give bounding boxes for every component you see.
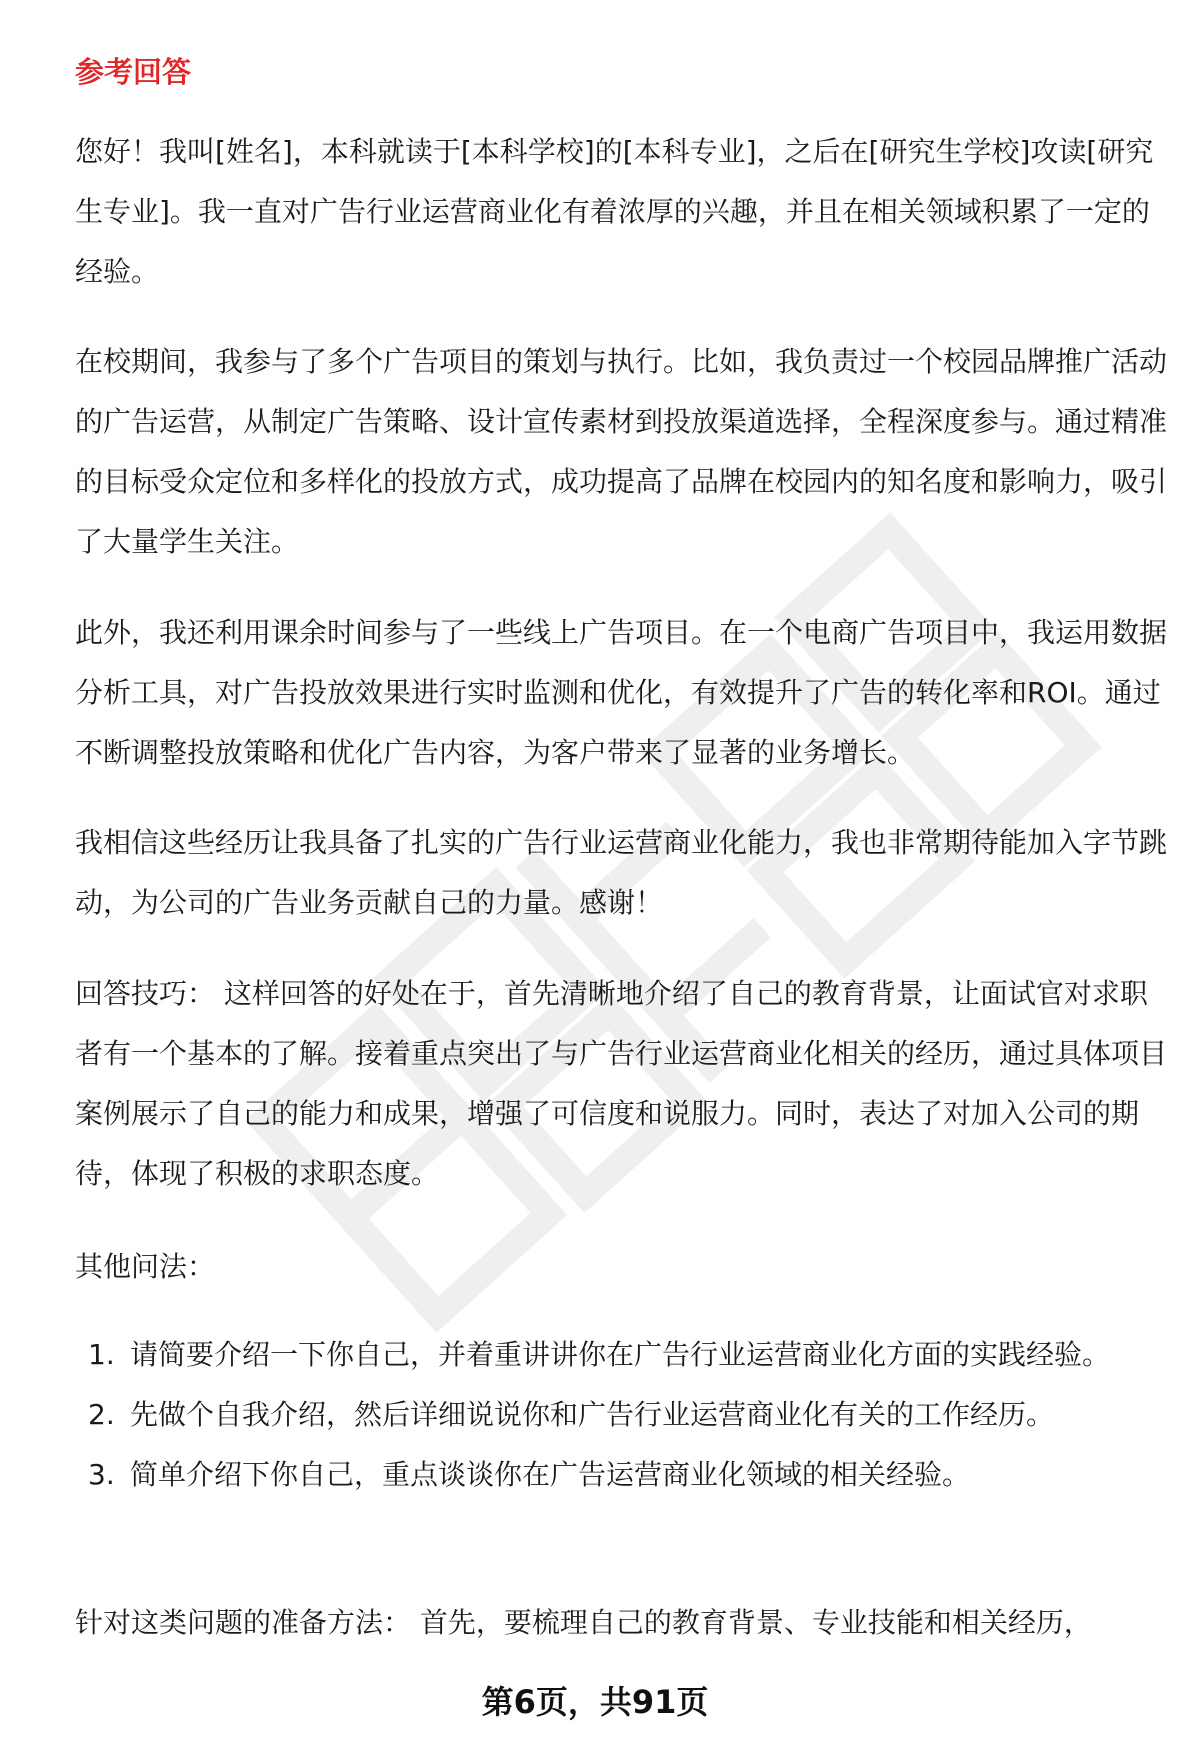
- list-item-text: 请简要介绍一下你自己，并着重讲讲你在广告行业运营商业化方面的实践经验。: [130, 1338, 1111, 1371]
- list-item: [75, 1445, 1170, 1505]
- preparation-method-paragraph: 针对这类问题的准备方法： 首先，要梳理自己的教育背景、专业技能和相关经历，: [75, 1606, 1092, 1639]
- list-item-number: 3.: [88, 1458, 115, 1491]
- answer-campus-paragraph: 在校期间，我参与了多个广告项目的策划与执行。比如，我负责过一个校园品牌推广活动的广告运营，从制定广告策略、设计宣传素材到投放渠道选择，全程深度参与。通过精准的目标受众定位和多样化的投放方式，成功提高了品牌在校园内的知名度和影响力，吸引了大量学生关注。: [75, 345, 1168, 558]
- list-item-number: 2.: [88, 1398, 115, 1431]
- list-item: [75, 1385, 1170, 1445]
- other-questions-heading: 其他问法：: [75, 1250, 216, 1283]
- other-questions-list: [75, 1325, 1170, 1505]
- section-title: 参考回答: [75, 55, 192, 89]
- list-item-text: 先做个自我介绍，然后详细说说你和广告行业运营商业化有关的工作经历。: [130, 1398, 1055, 1431]
- answer-closing-paragraph: 我相信这些经历让我具备了扎实的广告行业运营商业化能力，我也非常期待能加入字节跳动，为公司的广告业务贡献自己的力量。感谢！: [75, 826, 1168, 919]
- page-number-footer: 第6页，共91页: [481, 1683, 709, 1721]
- list-item: [75, 1325, 1170, 1385]
- list-item-number: 1.: [88, 1338, 115, 1371]
- list-item-text: 简单介绍下你自己，重点谈谈你在广告运营商业化领域的相关经验。: [130, 1458, 971, 1491]
- answer-online-paragraph: 此外，我还利用课余时间参与了一些线上广告项目。在一个电商广告项目中，我运用数据分析工具，对广告投放效果进行实时监测和优化，有效提升了广告的转化率和ROI。通过不断调整投放策略和优化广告内容，为客户带来了显著的业务增长。: [75, 616, 1168, 769]
- answer-intro-paragraph: 您好！我叫[姓名]，本科就读于[本科学校]的[本科专业]，之后在[研究生学校]攻读[研究生专业]。我一直对广告行业运营商业化有着浓厚的兴趣，并且在相关领域积累了一定的经验。: [75, 135, 1154, 288]
- answer-tips-paragraph: 回答技巧： 这样回答的好处在于，首先清晰地介绍了自己的教育背景，让面试官对求职者有一个基本的了解。接着重点突出了与广告行业运营商业化相关的经历，通过具体项目案例展示了自己的能力和成果，增强了可信度和说服力。同时，表达了对加入公司的期待，体现了积极的求职态度。: [75, 977, 1168, 1190]
